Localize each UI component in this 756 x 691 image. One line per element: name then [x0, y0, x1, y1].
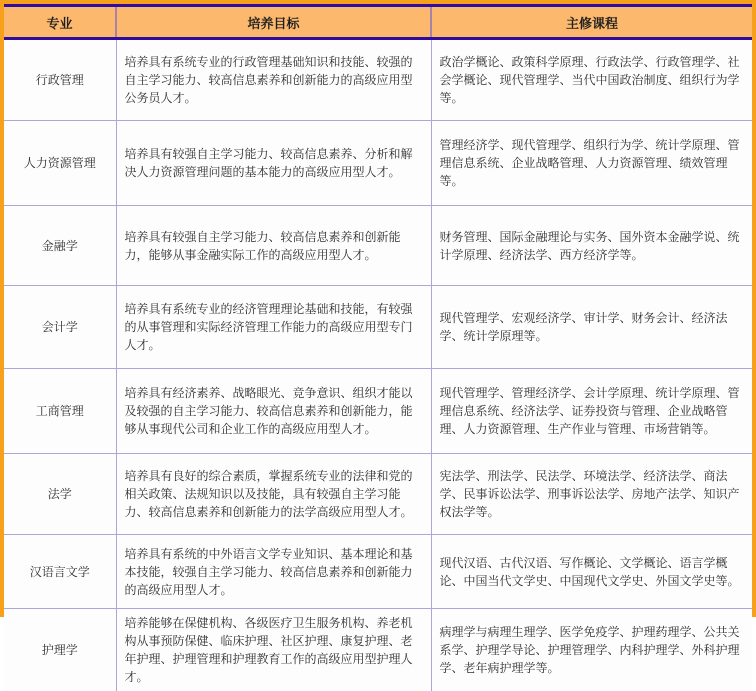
table-row [4, 609, 752, 691]
courses-cell: 宪法学、刑法学、民法学、环境法学、经济法学、商法学、民事诉讼法学、刑事诉讼法学、房地产法学、知识产权法学等。 [431, 454, 752, 535]
header-courses: 主修课程 [431, 6, 752, 39]
objective-cell: 培养能够在保健机构、各级医疗卫生服务机构、养老机构从事预防保健、临床护理、社区护理、康复护理、老年护理、护理管理和护理教育工作的高级应用型护理人才。 [116, 609, 431, 691]
table-row [4, 454, 752, 535]
courses-cell: 现代管理学、管理经济学、会计学原理、统计学原理、管理信息系统、经济法学、证券投资与管理、企业战略管理、人力资源管理、生产作业与管理、市场营销等。 [431, 369, 752, 454]
major-cell: 会计学 [4, 286, 116, 369]
major-cell: 行政管理 [4, 39, 116, 121]
courses-cell: 财务管理、国际金融理论与实务、国外资本金融学说、统计学原理、经济法学、西方经济学等。 [431, 206, 752, 286]
table-row [4, 39, 752, 121]
objective-cell: 培养具有较强自主学习能力、较高信息素养和创新能力，能够从事金融实际工作的高级应用型人才。 [116, 206, 431, 286]
major-cell: 法学 [4, 454, 116, 535]
major-cell: 工商管理 [4, 369, 116, 454]
table-row [4, 121, 752, 206]
courses-cell: 病理学与病理生理学、医学免疫学、护理药理学、公共关系学、护理学导论、护理管理学、内科护理学、外科护理学、老年病护理学等。 [431, 609, 752, 691]
table-row [4, 286, 752, 369]
objective-cell: 培养具有系统专业的行政管理基础知识和技能、较强的自主学习能力、较高信息素养和创新能力的高级应用型公务员人才。 [116, 39, 431, 121]
courses-cell: 管理经济学、现代管理学、组织行为学、统计学原理、管理信息系统、企业战略管理、人力资源管理、绩效管理等。 [431, 121, 752, 206]
courses-cell: 政治学概论、政策科学原理、行政法学、行政管理学、社会学概论、现代管理学、当代中国政治制度、组织行为学等。 [431, 39, 752, 121]
header-objective: 培养目标 [116, 6, 431, 39]
major-cell: 人力资源管理 [4, 121, 116, 206]
objective-cell: 培养具有系统专业的经济管理理论基础和技能，有较强的从事管理和实际经济管理工作能力的高级应用型专门人才。 [116, 286, 431, 369]
header-row [4, 6, 752, 39]
objective-cell: 培养具有经济素养、战略眼光、竞争意识、组织才能以及较强的自主学习能力、较高信息素养和创新能力，能够从事现代公司和企业工作的高级应用型人才。 [116, 369, 431, 454]
objective-cell: 培养具有系统的中外语言文学专业知识、基本理论和基本技能，较强自主学习能力、较高信息素养和创新能力的高级应用型人才。 [116, 535, 431, 609]
header-major: 专业 [4, 6, 116, 39]
courses-cell: 现代汉语、古代汉语、写作概论、文学概论、语言学概论、中国当代文学史、中国现代文学史、外国文学史等。 [431, 535, 752, 609]
table-row [4, 369, 752, 454]
majors-table [4, 4, 752, 691]
table-row [4, 206, 752, 286]
objective-cell: 培养具有良好的综合素质，掌握系统专业的法律和党的相关政策、法规知识以及技能，具有较强自主学习能力、较高信息素养和创新能力的法学高级应用型人才。 [116, 454, 431, 535]
courses-cell: 现代管理学、宏观经济学、审计学、财务会计、经济法学、统计学原理等。 [431, 286, 752, 369]
table-row [4, 535, 752, 609]
objective-cell: 培养具有较强自主学习能力、较高信息素养、分析和解决人力资源管理问题的基本能力的高级应用型人才。 [116, 121, 431, 206]
major-cell: 护理学 [4, 609, 116, 691]
major-cell: 金融学 [4, 206, 116, 286]
major-cell: 汉语言文学 [4, 535, 116, 609]
